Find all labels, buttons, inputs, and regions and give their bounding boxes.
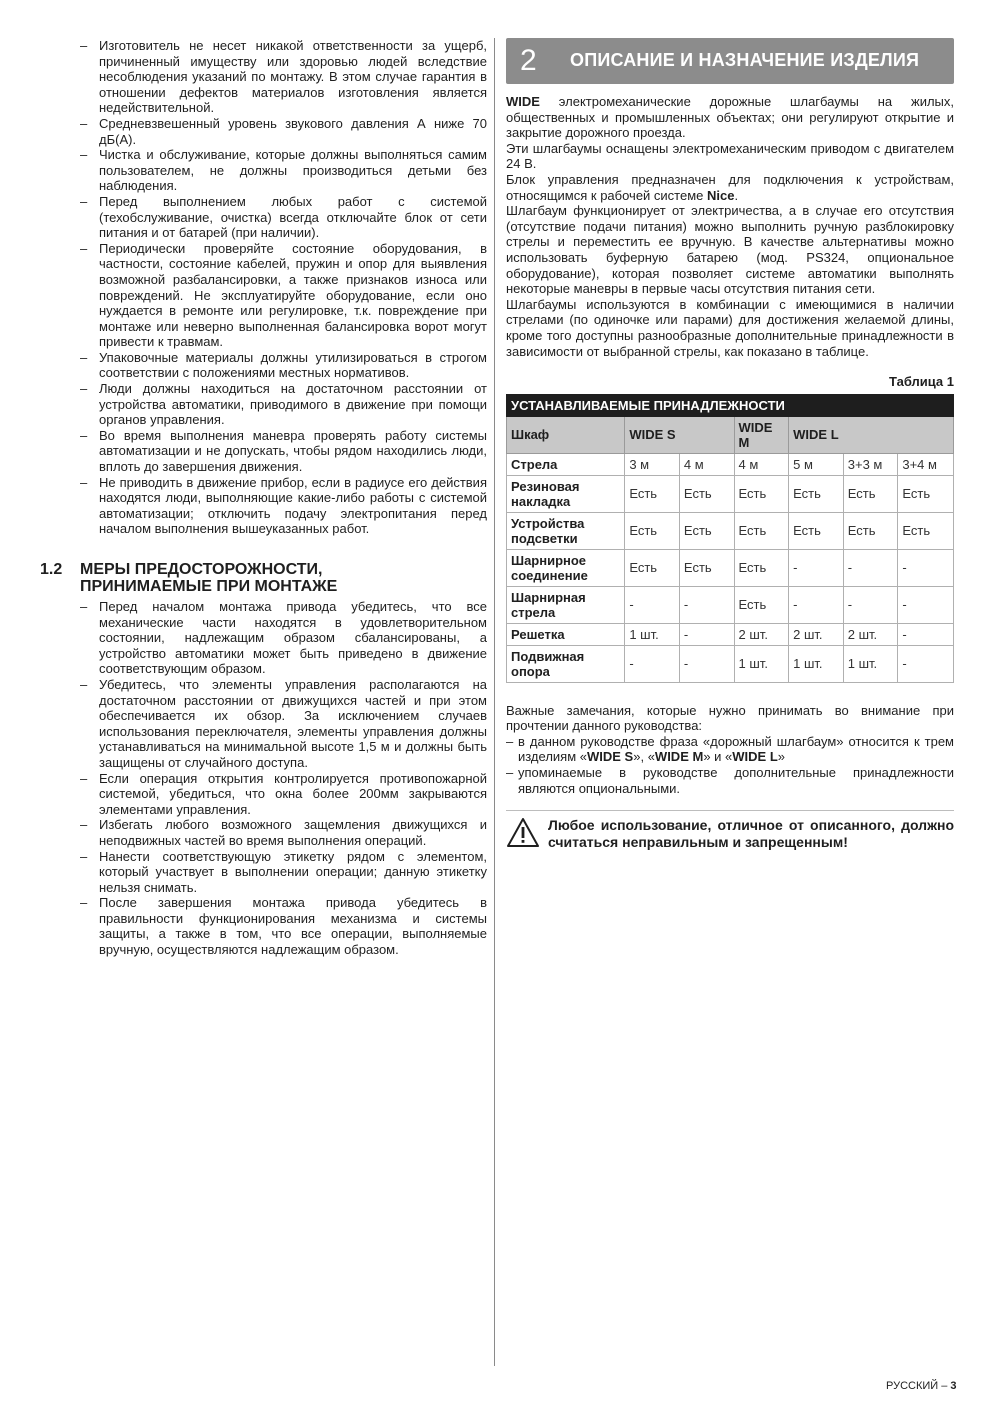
list-item <box>40 194 487 241</box>
table-cell: Есть <box>625 512 680 549</box>
right-column <box>506 38 954 852</box>
header-cell: Шкаф <box>507 416 625 453</box>
section-title-line: МЕРЫ ПРЕДОСТОРОЖНОСТИ, <box>80 561 323 578</box>
chapter-banner <box>506 38 954 84</box>
table-cell: - <box>679 645 734 682</box>
table-title: УСТАНАВЛИВАЕМЫЕ ПРИНАДЛЕЖНОСТИ <box>507 394 954 416</box>
table-cell: - <box>898 549 954 586</box>
list-item-text: – Упаковочные материалы должны утилизироваться в строгом соответствии с положениями местных нормативов. <box>99 349 487 381</box>
table-cell: Есть <box>789 512 844 549</box>
table-cell: - <box>789 549 844 586</box>
list-item <box>40 895 487 957</box>
table-cell: Есть <box>789 475 844 512</box>
list-item-text: – Перед началом монтажа привода убедитесь, что все механические части находятся в удовлетворительном состоянии, надлежащим образом сбалансированы, а устройство автоматики может быть приведено в движение соответствующим образом. <box>99 599 487 677</box>
product-name: WIDE L <box>732 749 778 765</box>
table-cell: 5 м <box>789 453 844 475</box>
list-item-text <box>518 734 954 765</box>
table-row <box>507 453 954 475</box>
list-item-text: – упоминаемые в руководстве дополнительные принадлежности являются опциональными. <box>518 765 954 796</box>
paragraph: Шлагбаумы используются в комбинации с имеющимися в наличии стрелами (по одиночке или парами) для достижения желаемой длины, кроме того доступны разнообразные дополнительные принадлежности в зависимости от выбранной стрелы, как показано в таблице. <box>506 296 954 359</box>
list-item <box>506 734 954 765</box>
safety-list <box>40 38 487 537</box>
table-cell: - <box>679 586 734 623</box>
paragraph <box>506 172 954 203</box>
table-cell: Есть <box>843 512 898 549</box>
table-row <box>507 475 954 512</box>
paragraph-text: электромеханические дорожные шлагбаумы на жилых, общественных и промышленных объектах; они регулируют открытие и закрытие дорожного проезда. <box>506 94 954 141</box>
table-cell: Есть <box>734 475 789 512</box>
table-cell: Есть <box>625 549 680 586</box>
product-name: WIDE <box>506 94 540 109</box>
row-label: Стрела <box>507 453 625 475</box>
list-item <box>40 771 487 818</box>
table-row <box>507 623 954 645</box>
table-title-row <box>507 394 954 416</box>
table-cell: 3+4 м <box>898 453 954 475</box>
list-item-text: – Убедитесь, что элементы управления располагаются на достаточном расстоянии от движущихся частей и при этом обеспечивается их обзор. За исключением случаев использования переключателя, элементы управления должны устанавливаться на минимальной высоте 1,5 м и должны быть защищены от случайного доступа. <box>99 676 487 770</box>
table-cell: - <box>843 586 898 623</box>
list-item-text: – Чистка и обслуживание, которые должны выполняться самим пользователем, не должны производиться детьми без наблюдения. <box>99 147 487 194</box>
table-row <box>507 549 954 586</box>
row-label: Устройства подсветки <box>507 512 625 549</box>
list-item-text: – После завершения монтажа привода убедитесь в правильности функционирования механизма и системы защиты, а также в том, что все операции, выполняемые вручную, осуществляются надлежащим образом. <box>99 895 487 958</box>
table-cell: Есть <box>843 475 898 512</box>
page-number: 3 <box>950 1380 957 1392</box>
list-item-text: – Люди должны находиться на достаточном расстоянии от устройства автоматики, приводимого в движение при помощи органов управления. <box>99 381 487 428</box>
column-divider <box>494 38 495 1366</box>
table-cell: 2 шт. <box>734 623 789 645</box>
list-item <box>40 817 487 848</box>
brand-name: Nice <box>707 187 735 203</box>
warning-icon <box>506 817 548 852</box>
note-text: » и « <box>703 749 733 765</box>
chapter-title: ОПИСАНИЕ И НАЗНАЧЕНИЕ ИЗДЕЛИЯ <box>570 50 920 71</box>
list-item-text: – Средневзвешенный уровень звукового давления А ниже 70 дБ(А). <box>99 115 487 147</box>
table-cell: Есть <box>734 549 789 586</box>
list-item-text: – Изготовитель не несет никакой ответственности за ущерб, причиненный имуществу или здоровью людей вследствие несоблюдения указаний по монтажу. В этом случае гарантия в отношении дефектов материалов изготовления является недействительной. <box>99 38 487 116</box>
installation-list <box>40 599 487 958</box>
table-cell: - <box>679 623 734 645</box>
table-cell: Есть <box>679 512 734 549</box>
table-cell: 4 м <box>734 453 789 475</box>
list-item <box>40 849 487 896</box>
list-item <box>40 475 487 537</box>
list-item <box>40 350 487 381</box>
table-cell: 1 шт. <box>843 645 898 682</box>
table-header-row <box>507 416 954 453</box>
note-text: в данном руководстве фраза «дорожный шлагбаум» относится к трем изделиям « <box>518 733 954 765</box>
paragraph: Эти шлагбаумы оснащены электромеханическим приводом с двигателем 24 В. <box>506 140 954 172</box>
table-caption: Таблица 1 <box>888 374 954 390</box>
list-item <box>40 116 487 147</box>
table-cell: - <box>898 623 954 645</box>
list-item <box>40 428 487 475</box>
footer-language: РУССКИЙ – <box>886 1380 951 1392</box>
table-cell: 1 шт. <box>625 623 680 645</box>
list-item <box>40 381 487 428</box>
paragraph-text: Блок управления предназначен для подключения к устройствам, относящимся к рабочей системе <box>506 171 954 203</box>
warning-text: Любое использование, отличное от описанного, должно считаться неправильным и запрещенным! <box>548 817 954 851</box>
section-title <box>80 561 337 595</box>
paragraph-text: . <box>734 187 739 203</box>
list-item <box>40 599 487 677</box>
table-cell: 2 шт. <box>843 623 898 645</box>
row-label: Шарнирное соединение <box>507 549 625 586</box>
chapter-number: 2 <box>520 44 537 77</box>
table-row <box>507 645 954 682</box>
notes-section <box>506 703 954 797</box>
list-item <box>40 241 487 350</box>
paragraph: Шлагбаум функционирует от электричества, а в случае его отсутствия (отсутствие подачи питания) можно выполнить ручную разблокировку стрелы и переместить ее вручную. В качестве альтернативы можно использовать буферную батарею (мод. PS324, опциональное оборудование), которая позволяет системе автоматики выполнять некоторые маневры в первые часы отсутствия питания сети. <box>506 203 954 297</box>
paragraph <box>506 94 954 141</box>
list-item <box>40 677 487 771</box>
table-cell: - <box>843 549 898 586</box>
list-item-text: – Не приводить в движение прибор, если в радиусе его действия находятся люди, выполняющие какие-либо работы с системой автоматизации; отключить подачу электропитания перед началом выполнения вышеуказанных работ. <box>99 474 487 537</box>
table-cell: 1 шт. <box>734 645 789 682</box>
table-cell: 3+3 м <box>843 453 898 475</box>
table-cell: - <box>898 645 954 682</box>
list-item-text: – Перед выполнением любых работ с системой (техобслуживание, очистка) всегда отключайте блок от сети питания и от батарей (при наличии). <box>99 193 487 241</box>
table-cell: Есть <box>625 475 680 512</box>
table-row <box>507 512 954 549</box>
header-cell: WIDE S <box>625 416 734 453</box>
note-text: » <box>777 749 785 765</box>
product-name: WIDE S <box>587 749 634 765</box>
row-label: Резиновая накладка <box>507 475 625 512</box>
list-item <box>506 765 954 796</box>
table-cell: - <box>625 586 680 623</box>
list-item <box>40 147 487 194</box>
table-cell: - <box>789 586 844 623</box>
notes-list <box>506 734 954 796</box>
accessories-table <box>506 394 954 683</box>
row-label: Решетка <box>507 623 625 645</box>
section-heading <box>40 561 487 595</box>
table-cell: - <box>625 645 680 682</box>
list-item-text: – Избегать любого возможного защемления движущихся и неподвижных частей во время выполнения операций. <box>99 817 487 848</box>
warning-box <box>506 810 954 852</box>
table-cell: Есть <box>898 475 954 512</box>
header-cell: WIDE M <box>734 416 789 453</box>
table-cell: 3 м <box>625 453 680 475</box>
table-cell: 2 шт. <box>789 623 844 645</box>
row-label: Подвижная опора <box>507 645 625 682</box>
list-item <box>40 38 487 116</box>
table-cell: Есть <box>734 586 789 623</box>
table-cell: Есть <box>679 549 734 586</box>
list-item-text: – Нанести соответствующую этикетку рядом с элементом, который участвует в выполнении операции; данную этикетку нельзя снимать. <box>99 848 487 895</box>
table-row <box>507 586 954 623</box>
note-text: », « <box>633 749 655 765</box>
product-name: WIDE M <box>654 749 704 765</box>
list-item-text: – Если операция открытия контролируется противопожарной системой, убедиться, что окна более 200мм закрываются элементами управления. <box>99 770 487 817</box>
row-label: Шарнирная стрела <box>507 586 625 623</box>
list-item-text: – Во время выполнения маневра проверять работу системы автоматизации и не допускать, чтобы рядом находились люди, вплоть до завершения движения. <box>99 427 487 475</box>
table-cell: 1 шт. <box>789 645 844 682</box>
list-item-text: – Периодически проверяйте состояние оборудования, в частности, состояние кабелей, пружин и опор для выявления возможной разбалансировки, а также признаков износа или повреждений. Не эксплуатируйте оборудование, если оно нуждается в ремонте или регулировке, т.к. повреждение при монтаже или неверно выполненная балансировка ворот могут привести к травмам. <box>99 240 487 350</box>
section-number: 1.2 <box>40 561 63 578</box>
table-cell: Есть <box>679 475 734 512</box>
table-cell: Есть <box>898 512 954 549</box>
table-cell: Есть <box>734 512 789 549</box>
section-title-line: ПРИНИМАЕМЫЕ ПРИ МОНТАЖЕ <box>80 578 338 595</box>
table-cell: - <box>898 586 954 623</box>
table-cell: 4 м <box>679 453 734 475</box>
left-column <box>40 38 487 958</box>
header-cell: WIDE L <box>789 416 954 453</box>
page-footer <box>886 1379 957 1395</box>
notes-intro: Важные замечания, которые нужно принимать во внимание при прочтении данного руководства: <box>506 702 954 734</box>
